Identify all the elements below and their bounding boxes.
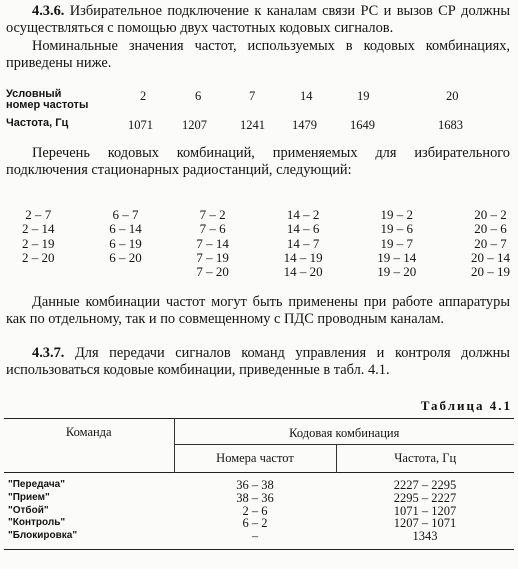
paragraph-combinations-intro: Перечень кодовых комбинаций, применяемых для избирательного подключения стационарных радиостанций, следующий: xyxy=(6,145,510,178)
freq-number: 14 xyxy=(300,89,313,103)
combination: 2 – 14 xyxy=(22,221,55,237)
combination: 19 – 14 xyxy=(377,249,417,265)
combination: 20 – 7 xyxy=(474,235,507,251)
combinations-grid xyxy=(22,208,510,279)
combination: 19 – 7 xyxy=(380,235,413,251)
combination: 19 – 6 xyxy=(380,221,413,237)
freq-hz: 1241 xyxy=(240,118,265,132)
column-header-hz: Частота, Гц xyxy=(394,451,457,465)
hz-cell: 1343 xyxy=(412,529,438,544)
combination: 6 – 14 xyxy=(109,221,142,237)
freq-hz: 1207 xyxy=(182,118,207,132)
combination: 19 – 2 xyxy=(380,207,413,222)
section-number: 4.3.7. xyxy=(32,345,65,361)
combination: 14 – 6 xyxy=(286,221,320,237)
table-row xyxy=(4,530,514,549)
combination-column xyxy=(109,208,142,279)
command-cell: "Контроль" xyxy=(8,517,66,529)
table-row xyxy=(4,473,514,492)
combination-column xyxy=(284,208,323,279)
freq-hz-label: Частота, Гц xyxy=(6,117,69,129)
table-header-row xyxy=(4,419,514,445)
combination: 2 – 19 xyxy=(22,235,55,251)
table-title: Таблица 4.1 xyxy=(420,398,512,413)
combination: 7 – 2 xyxy=(199,207,226,222)
combination: 7 – 19 xyxy=(196,249,229,265)
combination: 20 – 2 xyxy=(474,207,507,222)
section-number: 4.3.6. xyxy=(32,3,65,19)
table-row xyxy=(4,492,514,505)
combination: 7 – 20 xyxy=(196,264,229,280)
combination: 20 – 19 xyxy=(470,264,510,280)
command-cell: "Отбой" xyxy=(8,504,49,516)
paragraph-frequencies-intro: Номинальные значения частот, используемых в кодовых комбинациях, приведены ниже. xyxy=(6,38,510,71)
paragraph-text: Избирательное подключение к каналам связи РС и вызов СР должны осуществляться с помощью двух частотных кодовых сигналов. xyxy=(6,3,510,36)
paragraph-text: Для передачи сигналов команд управления и контроля должны использоваться кодовые комбинации, приведенные в табл. 4.1. xyxy=(6,345,510,378)
column-header-numbers: Номера частот xyxy=(174,445,336,473)
combination: 7 – 6 xyxy=(199,221,226,237)
combination: 6 – 7 xyxy=(112,207,139,222)
freq-number: 20 xyxy=(446,89,459,103)
combination: 20 – 6 xyxy=(474,221,507,237)
numbers-cell: 38 – 36 xyxy=(236,490,274,505)
numbers-cell: – xyxy=(251,529,259,544)
freq-number: 7 xyxy=(249,89,256,103)
hz-cell: 1207 – 1071 xyxy=(393,516,457,531)
command-cell: "Блокировка" xyxy=(8,530,78,542)
command-cell: "Передача" xyxy=(8,479,65,490)
combination: 14 – 7 xyxy=(286,235,320,251)
combination: 14 – 2 xyxy=(286,207,320,222)
freq-number: 19 xyxy=(357,89,370,103)
combination-column xyxy=(377,208,416,279)
combination: 6 – 19 xyxy=(109,235,142,251)
hz-cell: 2227 – 2295 xyxy=(393,478,457,492)
combination: 2 – 7 xyxy=(25,207,52,222)
combination: 7 – 14 xyxy=(196,235,229,251)
combination: 6 – 20 xyxy=(109,249,142,265)
combination: 14 – 20 xyxy=(283,264,323,280)
combination: 20 – 14 xyxy=(470,249,510,265)
freq-number: 6 xyxy=(195,89,202,103)
combination-column xyxy=(22,208,55,279)
numbers-cell: 2 – 6 xyxy=(242,503,268,518)
table-row xyxy=(4,517,514,530)
combination: 14 – 19 xyxy=(283,249,323,265)
commands-table xyxy=(4,418,514,550)
column-header-command: Команда xyxy=(4,419,174,473)
combination: 19 – 20 xyxy=(377,264,417,280)
paragraph-4-3-7 xyxy=(6,345,510,379)
freq-hz: 1479 xyxy=(292,118,317,132)
numbers-cell: 6 – 2 xyxy=(242,516,268,531)
command-cell: "Прием" xyxy=(8,491,50,503)
combination-column xyxy=(196,208,229,279)
freq-hz: 1649 xyxy=(350,118,375,132)
combination: 2 – 20 xyxy=(22,249,55,265)
freq-number: 2 xyxy=(140,89,147,103)
hz-cell: 1071 – 1207 xyxy=(393,503,457,518)
column-header-code: Кодовая комбинация xyxy=(174,419,514,445)
paragraph-4-3-6 xyxy=(6,3,510,37)
numbers-cell: 36 – 38 xyxy=(236,478,274,492)
freq-hz: 1683 xyxy=(438,118,463,132)
combination-column xyxy=(471,208,510,279)
freq-hz: 1071 xyxy=(128,118,153,132)
hz-cell: 2295 – 2227 xyxy=(393,490,457,505)
paragraph-combinations-usage: Данные комбинации частот могут быть применены при работе аппаратуры как по отдельному, так и по совмещенному с ПДС проводным каналам. xyxy=(6,294,510,327)
freq-number-label: Условный номер частоты xyxy=(6,88,89,111)
